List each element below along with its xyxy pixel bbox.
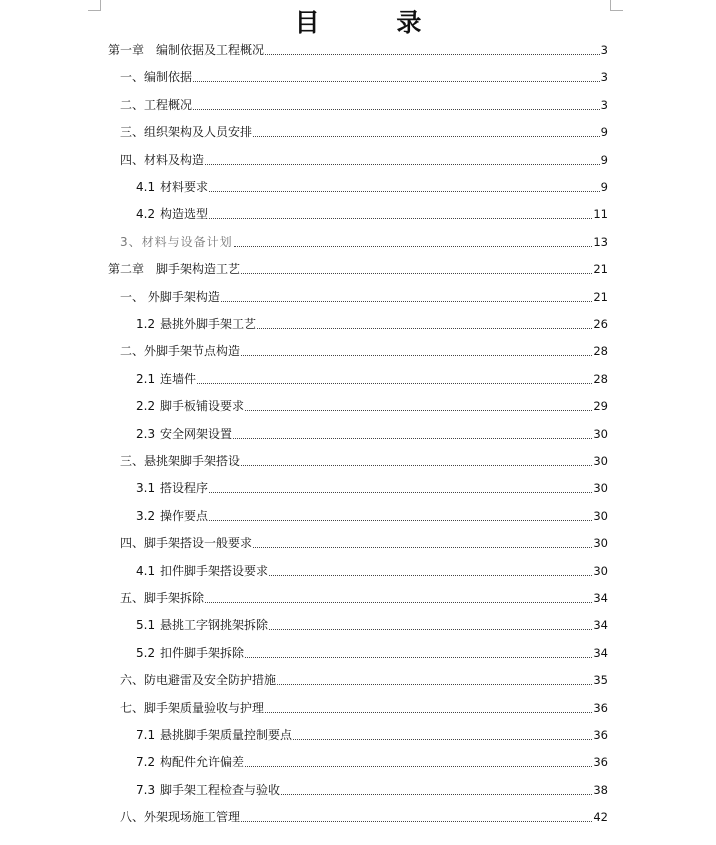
toc-entry-page: 3 [600, 97, 608, 112]
toc-entry[interactable] [120, 230, 608, 250]
toc-leader-dots [241, 820, 592, 822]
toc-leader-dots [193, 80, 600, 82]
toc-leader-dots [281, 793, 592, 795]
toc-entry[interactable] [120, 668, 608, 688]
toc-entry[interactable] [120, 696, 608, 716]
toc-entry-text: 材料要求 [160, 180, 209, 194]
toc-leader-dots [253, 135, 600, 137]
toc-entry-text: 3、材料与设备计划 [120, 234, 233, 249]
toc-entry-page: 11 [593, 207, 608, 222]
toc-entry-text: 操作要点 [160, 508, 209, 523]
toc-entry-number: 7.3 [136, 782, 156, 797]
toc-entry-page: 42 [593, 810, 608, 825]
toc-leader-dots [241, 464, 592, 466]
toc-entry[interactable] [120, 93, 608, 113]
toc-entry-text: 扣件脚手架拆除 [160, 645, 245, 660]
toc-entry-page: 9 [600, 180, 608, 194]
toc-entry-text: 扣件脚手架搭设要求 [160, 563, 269, 578]
toc-entry-page: 30 [593, 454, 608, 468]
toc-entry-number: 4.1 [136, 563, 156, 578]
toc-entry-text: 二、工程概况 [120, 97, 193, 112]
toc-entry-text: 连墙件 [160, 371, 197, 386]
toc-entry[interactable] [120, 805, 608, 825]
toc-entry[interactable] [136, 476, 608, 496]
toc-entry-text: 七、脚手架质量验收与护理 [120, 700, 265, 715]
toc-entry-number: 1.2 [136, 317, 156, 331]
toc-leader-dots [253, 546, 592, 548]
toc-entry-number: 3.2 [136, 508, 156, 523]
toc-entry-page: 36 [593, 700, 608, 715]
toc-leader-dots [265, 53, 600, 55]
toc-entry-page: 29 [593, 399, 608, 414]
toc-entry[interactable] [136, 367, 608, 387]
toc-entry-text: 八、外架现场施工管理 [120, 810, 241, 825]
toc-leader-dots [205, 601, 592, 603]
toc-entry[interactable] [136, 394, 608, 414]
toc-leader-dots [241, 354, 592, 356]
toc-entry[interactable] [120, 339, 608, 359]
toc-entry-number: 2.2 [136, 399, 156, 414]
toc-entry[interactable] [136, 175, 608, 195]
toc-entry[interactable] [120, 285, 608, 305]
toc-entry[interactable] [108, 257, 608, 277]
toc-entry-page: 36 [593, 755, 608, 770]
toc-entry-page: 3 [600, 70, 608, 85]
toc-entry[interactable] [136, 641, 608, 661]
toc-leader-dots [245, 656, 592, 658]
toc-entry-page: 21 [593, 262, 608, 277]
toc-entry-page: 21 [593, 289, 608, 304]
toc-leader-dots [245, 765, 592, 767]
toc-entry[interactable] [120, 531, 608, 551]
toc-entry-text: 安全网架设置 [160, 426, 233, 441]
toc-entry-number: 5.2 [136, 645, 156, 660]
toc-entry-page: 30 [593, 426, 608, 441]
toc-leader-dots [205, 163, 600, 165]
toc-entry[interactable] [120, 586, 608, 606]
toc-entry-text: 悬挑外脚手架工艺 [160, 317, 257, 331]
toc-entry[interactable] [120, 65, 608, 85]
toc-entry[interactable] [136, 202, 608, 222]
toc-entry-page: 3 [600, 43, 608, 57]
toc-entry[interactable] [136, 504, 608, 524]
toc-entry-number: 7.1 [136, 728, 156, 742]
toc-leader-dots [269, 628, 592, 630]
toc-entry-page: 34 [593, 645, 608, 660]
toc-entry-page: 30 [593, 508, 608, 523]
toc-leader-dots [233, 437, 592, 439]
toc-entry-number: 3.1 [136, 481, 156, 496]
toc-entry[interactable] [136, 559, 608, 579]
toc-entry[interactable] [136, 750, 608, 770]
toc-entry-number: 4.2 [136, 207, 156, 222]
toc-entry[interactable] [136, 778, 608, 798]
toc-entry-number: 2.1 [136, 371, 156, 386]
toc-entry-page: 13 [593, 234, 608, 249]
toc-leader-dots [241, 272, 592, 274]
toc-entry-page: 30 [593, 536, 608, 551]
toc-leader-dots [221, 300, 593, 302]
toc-entry[interactable] [136, 613, 608, 633]
toc-entry-number: 7.2 [136, 755, 156, 770]
toc-leader-dots [209, 190, 600, 192]
toc-leader-dots [234, 245, 593, 247]
toc-entry-text: 悬挑工字钢挑架拆除 [160, 618, 269, 633]
toc-title: 目 录 [294, 8, 456, 37]
toc-entry-page: 9 [600, 125, 608, 140]
toc-entry-number: 5.1 [136, 618, 156, 633]
toc-entry[interactable] [120, 148, 608, 168]
toc-leader-dots [245, 409, 592, 411]
toc-entry-text: 搭设程序 [160, 481, 209, 496]
toc-entry-text: 构造选型 [160, 207, 209, 222]
toc-entry-text: 四、材料及构造 [120, 152, 205, 167]
toc-leader-dots [265, 711, 592, 713]
toc-entry-text: 四、脚手架搭设一般要求 [120, 536, 253, 551]
toc-entry[interactable] [136, 422, 608, 442]
toc-entry-text: 悬挑脚手架质量控制要点 [160, 728, 293, 742]
toc-entry[interactable] [120, 449, 608, 469]
toc-entry-page: 35 [593, 673, 608, 688]
toc-entry-text: 五、脚手架拆除 [120, 591, 205, 605]
toc-entry-text: 三、组织架构及人员安排 [120, 125, 253, 140]
toc-entry[interactable] [108, 38, 608, 58]
toc-entry-page: 28 [593, 344, 608, 359]
toc-entry-text: 脚手架工程检查与验收 [160, 782, 281, 797]
toc-leader-dots [277, 683, 592, 685]
toc-entry[interactable] [136, 723, 608, 743]
toc-entry[interactable] [120, 120, 608, 140]
toc-entry-page: 30 [593, 481, 608, 496]
toc-entry-text: 构配件允许偏差 [160, 755, 245, 770]
toc-leader-dots [193, 108, 600, 110]
toc-entry-page: 26 [593, 317, 608, 331]
toc-entry-text: 第一章 编制依据及工程概况 [108, 43, 265, 57]
toc-entry-number: 4.1 [136, 180, 156, 194]
toc-entry-page: 36 [593, 728, 608, 742]
toc-entry-page: 34 [593, 591, 608, 605]
toc-entry-text: 一、编制依据 [120, 70, 193, 85]
toc-entry-text: 二、外脚手架节点构造 [120, 344, 241, 359]
toc-entry-text: 脚手板铺设要求 [160, 399, 245, 414]
toc-leader-dots [269, 574, 592, 576]
toc-entry-text: 一、 外脚手架构造 [120, 289, 220, 304]
toc-entry-page: 30 [593, 563, 608, 578]
toc-leader-dots [209, 217, 592, 219]
toc-entry-page: 28 [593, 371, 608, 386]
toc-entry-page: 9 [600, 152, 608, 167]
toc-leader-dots [209, 519, 592, 521]
toc-entry-text: 六、防电避雷及安全防护措施 [120, 673, 277, 688]
toc-entry[interactable] [136, 312, 608, 332]
toc-entry-text: 第二章 脚手架构造工艺 [108, 262, 241, 277]
toc-leader-dots [293, 738, 592, 740]
toc-leader-dots [257, 327, 592, 329]
toc-entry-page: 38 [593, 782, 608, 797]
toc-entry-text: 三、悬挑架脚手架搭设 [120, 454, 241, 468]
toc-leader-dots [209, 491, 592, 493]
toc-entry-number: 2.3 [136, 426, 156, 441]
toc-entry-page: 34 [593, 618, 608, 633]
toc-leader-dots [197, 382, 592, 384]
